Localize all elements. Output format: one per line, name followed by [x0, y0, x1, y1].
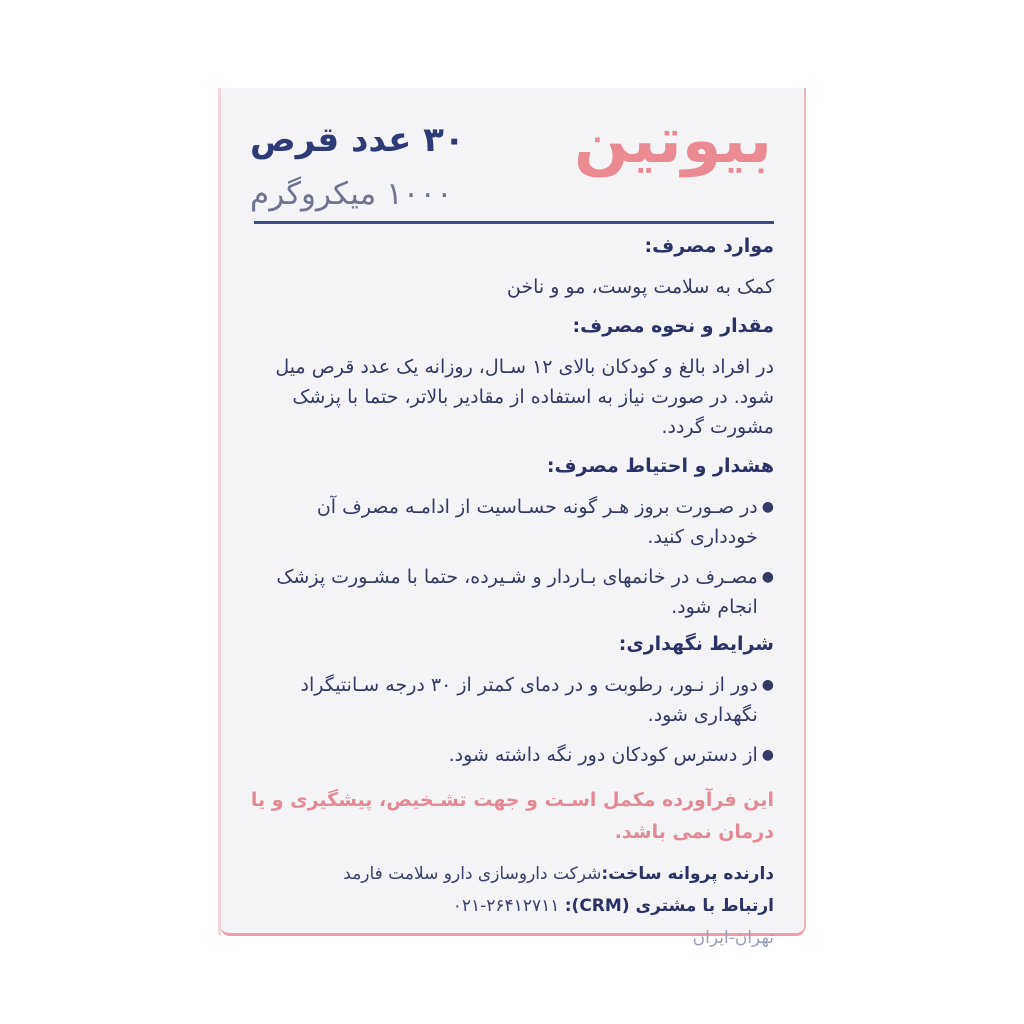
license-value: شرکت داروسازی دارو سلامت فارمد: [343, 864, 602, 884]
header-divider: [254, 221, 774, 224]
dosage-text: در افراد بالغ و کودکان بالای ۱۲ سـال، روزانه یک عدد قرص میل شود. در صورت نیاز به استفاده از مقادیر بالاتر، حتما با پزشک مشورت گردد.: [275, 356, 774, 438]
contact-line: [250, 890, 774, 922]
storage-heading: شرایط نگهداری:: [618, 633, 774, 655]
bullet-icon: ●: [761, 747, 774, 763]
warnings-heading: هشدار و احتیاط مصرف:: [546, 455, 774, 477]
contact-phone: ۰۲۱-۲۶۴۱۲۷۱۱: [452, 896, 560, 916]
warning-text: مصـرف در خانمهای بـاردار و شـیرده، حتما با مشـورت پزشک انجام شود.: [276, 566, 758, 618]
label-content: [250, 234, 774, 954]
warning-text: در صـورت بروز هـر گونه حسـاسیت از ادامـه مصرف آن خودداری کنید.: [316, 496, 758, 548]
dosage-heading: مقدار و نحوه مصرف:: [572, 315, 774, 337]
product-label-card: [220, 88, 806, 948]
dose-amount: ۱۰۰۰ میکروگرم: [250, 176, 453, 212]
storage-text: از دسترس کودکان دور نگه داشته شود.: [448, 744, 758, 766]
license-label: دارنده پروانه ساخت:: [601, 864, 774, 884]
bullet-icon: ●: [761, 569, 774, 585]
bullet-icon: ●: [761, 499, 774, 515]
city-text: تهران-ایران: [692, 928, 774, 948]
warning-item: [250, 562, 774, 622]
license-line: [250, 858, 774, 890]
product-name: بیوتین: [573, 104, 772, 178]
supplement-notice: این فرآورده مکمل اسـت و جهت تشـخیص، پیشگیری و یا درمان نمی باشد.: [250, 789, 774, 843]
warning-item: [250, 492, 774, 552]
storage-item: [250, 670, 774, 730]
contact-label: ارتباط با مشتری (CRM):: [564, 896, 774, 916]
uses-heading: موارد مصرف:: [644, 235, 774, 257]
uses-text: کمک به سلامت پوست، مو و ناخن: [506, 276, 774, 298]
storage-text: دور از نـور، رطوبت و در دمای کمتر از ۳۰ درجه سـانتیگراد نگهداری شود.: [300, 674, 758, 726]
storage-item: [250, 740, 774, 770]
bullet-icon: ●: [761, 677, 774, 693]
tablet-count: ۳۰ عدد قرص: [250, 120, 465, 160]
